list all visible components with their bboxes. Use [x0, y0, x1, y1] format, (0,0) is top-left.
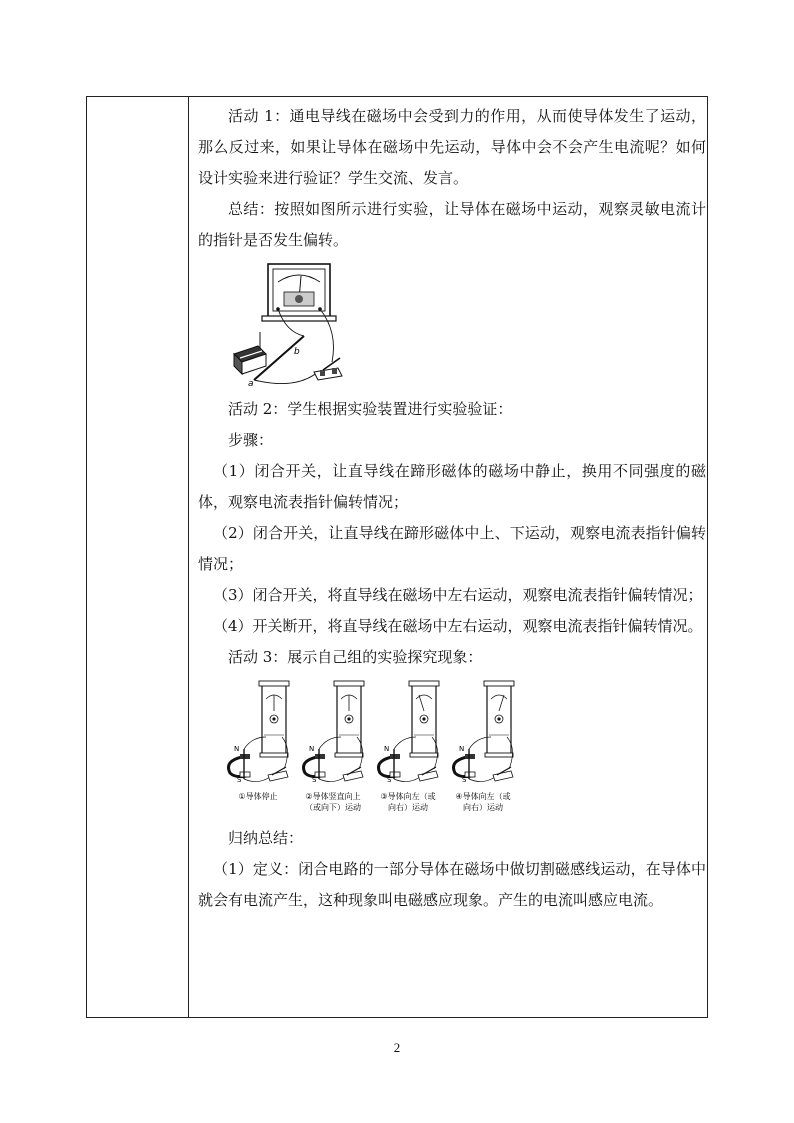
summary-text: 总结：按照如图所示进行实验，让导体在磁场中运动，观察灵敏电流计的指针是否发生偏转。 [198, 200, 706, 249]
panel-caption-line: ②导体竖直向上 [305, 792, 361, 801]
result-panel-3 [379, 681, 440, 812]
pole-n-label: N [459, 745, 465, 753]
step-1-text: （1）闭合开关，让直导线在蹄形磁体的磁场中静止，换用不同强度的磁体，观察电流表指针偏转情况； [198, 462, 706, 511]
panel-caption-line: （或向下）运动 [305, 803, 361, 812]
pole-s-label: S [237, 776, 242, 784]
lesson-table [86, 96, 708, 1018]
experiment-apparatus-figure [226, 262, 346, 390]
panel-caption-line: 向右）运动 [463, 803, 503, 812]
step-4-text: （4）开关断开，将直导线在磁场中左右运动，观察电流表指针偏转情况。 [213, 617, 703, 635]
pole-s-label: S [462, 776, 467, 784]
left-column-cell [87, 97, 189, 1017]
panel-caption-line: ③导体向左（或 [380, 792, 436, 801]
label-a: a [248, 379, 254, 389]
result-panel-2 [304, 681, 365, 812]
pole-n-label: N [234, 745, 240, 753]
panel-caption-line: 向右）运动 [388, 803, 428, 812]
content-cell [198, 101, 706, 916]
panel-caption-line: ①导体停止 [238, 792, 278, 801]
step-2-text: （2）闭合开关，让直导线在蹄形磁体中上、下运动，观察电流表指针偏转情况； [198, 524, 706, 573]
label-b: b [294, 347, 300, 357]
steps-heading: 步骤： [228, 431, 274, 449]
panel-caption-line: ④导体向左（或 [455, 792, 511, 801]
pole-n-label: N [309, 745, 315, 753]
pole-n-label: N [384, 745, 390, 753]
activity-1-text: 活动 1：通电导线在磁场中会受到力的作用，从而使导体发生了运动，那么反过来，如果让导体在磁场中先运动，导体中会不会产生电流呢？如何设计实验来进行验证？学生交流、发言。 [198, 107, 706, 187]
page-number: 2 [393, 1040, 401, 1055]
result-panel-1 [229, 681, 290, 801]
conclusion-heading: 归纳总结： [228, 829, 304, 847]
pole-s-label: S [312, 776, 317, 784]
pole-s-label: S [387, 776, 392, 784]
definition-text: （1）定义：闭合电路的一部分导体在磁场中做切割磁感线运动，在导体中就会有电流产生，这种现象叫电磁感应现象。产生的电流叫感应电流。 [198, 860, 706, 909]
step-3-text: （3）闭合开关，将直导线在磁场中左右运动，观察电流表指针偏转情况； [213, 586, 703, 604]
result-panel-4 [454, 681, 515, 812]
activity-2-text: 活动 2：学生根据实验装置进行实验验证： [228, 400, 513, 418]
experiment-results-figure [222, 679, 522, 821]
activity-3-text: 活动 3：展示自己组的实验探究现象： [228, 648, 483, 666]
